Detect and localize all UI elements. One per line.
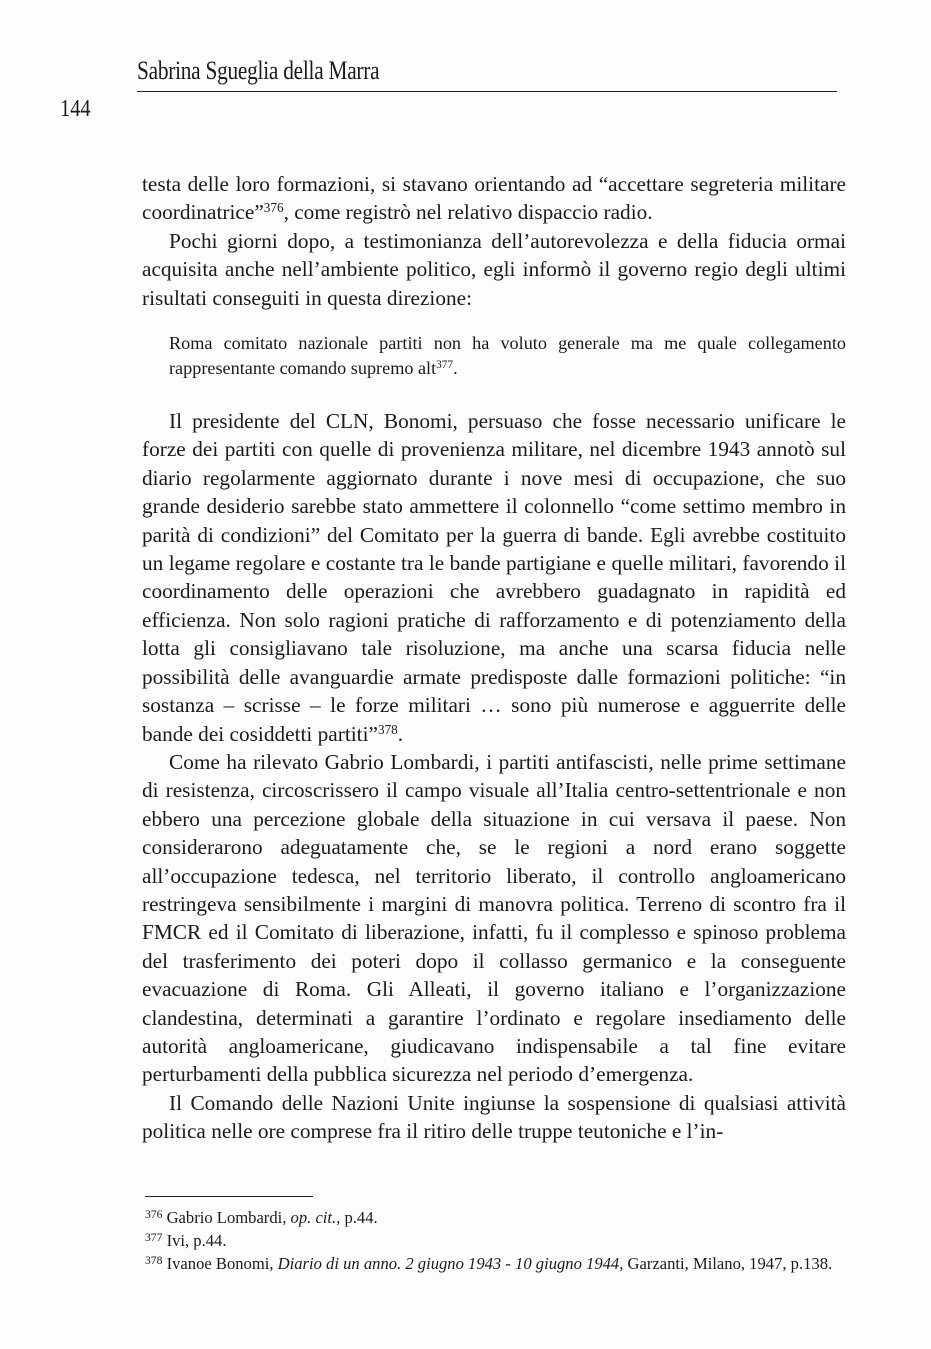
page-number: 144 bbox=[60, 96, 91, 122]
footnote-377 bbox=[145, 1229, 846, 1252]
footnote-text: Ivanoe Bonomi, bbox=[166, 1254, 278, 1274]
footnote-378 bbox=[145, 1252, 846, 1275]
footnote-text: p.44. bbox=[340, 1208, 378, 1227]
paragraph-5: Il Comando delle Nazioni Unite ingiunse la sospensione di qualsiasi attività politica nelle ore comprese fra il ritiro delle truppe teutoniche e l’in- bbox=[142, 1090, 846, 1144]
footnote-italic: Diario di un anno. 2 giugno 1943 - 10 giugno 1944, bbox=[277, 1254, 624, 1274]
paragraph-4: Come ha rilevato Gabrio Lombardi, i partiti antifascisti, nelle prime settimane di resistenza, circoscrissero il campo visuale all’Italia centro-settentrionale e non ebbero una percezione globale della situazione in cui versava il paese. Non considerarono adeguatamente che, se le regioni a nord erano soggette all’occupazione tedesca, nel territorio liberato, il controllo angloamericano restringeva sensibilmente i margini di manovra politica. Terreno di scontro fra il FMCR ed il Comitato di liberazione, infatti, fu il complesso e spinoso problema del trasferimento dei poteri dopo il collasso germanico e la conseguente evacuazione di Roma. Gli Alleati, il governo italiano e l’organizzazione clandestina, determinati a garantire l’ordinato e regolare insediamento delle autorità angloamericane, giudicavano indispensabile a tal fine evitare perturbamenti della pubblica sicurezza nel periodo d’emergenza. bbox=[142, 749, 846, 1087]
header-rule bbox=[137, 91, 837, 92]
paragraph-1-tail: , come registrò nel relativo dispaccio radio. bbox=[283, 200, 653, 225]
paragraph-1-text: testa delle loro formazioni, si stavano orientando ad “accettare segreteria militare coordinatrice” bbox=[142, 172, 846, 225]
footnote-text: Garzanti, Milano, 1947, p.138. bbox=[623, 1254, 833, 1274]
paragraph-3 bbox=[142, 407, 846, 748]
footnote-text: Ivi, p.44. bbox=[166, 1231, 227, 1251]
paragraph-3-text: Il presidente del CLN, Bonomi, persuaso che fosse necessario unificare le forze dei partiti con quelle di provenienza militare, nel dicembre 1943 annotò sul diario regolarmente aggiornato durante i nove mesi di occupazione, che suo grande desiderio sarebbe stato ammettere il colonnello “come settimo membro in parità di condizioni” del Comitato per la guerra di bande. Egli avrebbe costituito un legame regolare e costante tra le bande partigiane e quelle militari, favorendo il coordinamento delle operazioni che avrebbero guadagnato in rapidità ed efficienza. Non solo ragioni pratiche di rafforzamento e di potenziamento della lotta gli consigliavano tale risoluzione, ma anche una scarsa fiducia nelle possibilità delle avanguardie armate predisposte dalle formazioni politiche: “in sostanza – scrisse – le forze militari … sono più numerose e agguerrite delle bande dei cosiddetti partiti” bbox=[142, 409, 846, 746]
footnote-ref-376: 376 bbox=[263, 200, 284, 216]
footnote-number: 376 bbox=[145, 1207, 163, 1221]
running-head: Sabrina Sgueglia della Marra bbox=[137, 56, 380, 85]
footnote-text: Gabrio Lombardi, bbox=[166, 1208, 291, 1227]
block-quote-tail: . bbox=[453, 358, 458, 379]
body-text bbox=[142, 170, 846, 1146]
footnote-ref-378: 378 bbox=[377, 721, 398, 737]
footnotes bbox=[145, 1206, 846, 1276]
paragraph-2: Pochi giorni dopo, a testimonianza dell’autorevolezza e della fiducia ormai acquisita anche nell’ambiente politico, egli informò il governo regio degli ultimi risultati conseguiti in questa direzione: bbox=[142, 228, 846, 310]
paragraph-3-tail: . bbox=[397, 721, 404, 746]
block-quote-text: Roma comitato nazionale partiti non ha voluto generale ma me quale collegamento rappresentante comando supremo alt bbox=[169, 333, 846, 379]
footnote-italic: op. cit., bbox=[290, 1208, 341, 1227]
block-quote bbox=[142, 331, 846, 381]
footnote-number: 377 bbox=[145, 1230, 163, 1244]
footnote-number: 378 bbox=[145, 1254, 163, 1268]
footnote-ref-377: 377 bbox=[436, 358, 454, 371]
footnote-376 bbox=[145, 1206, 846, 1229]
paragraph-1 bbox=[142, 170, 846, 227]
footnote-rule bbox=[145, 1196, 313, 1197]
